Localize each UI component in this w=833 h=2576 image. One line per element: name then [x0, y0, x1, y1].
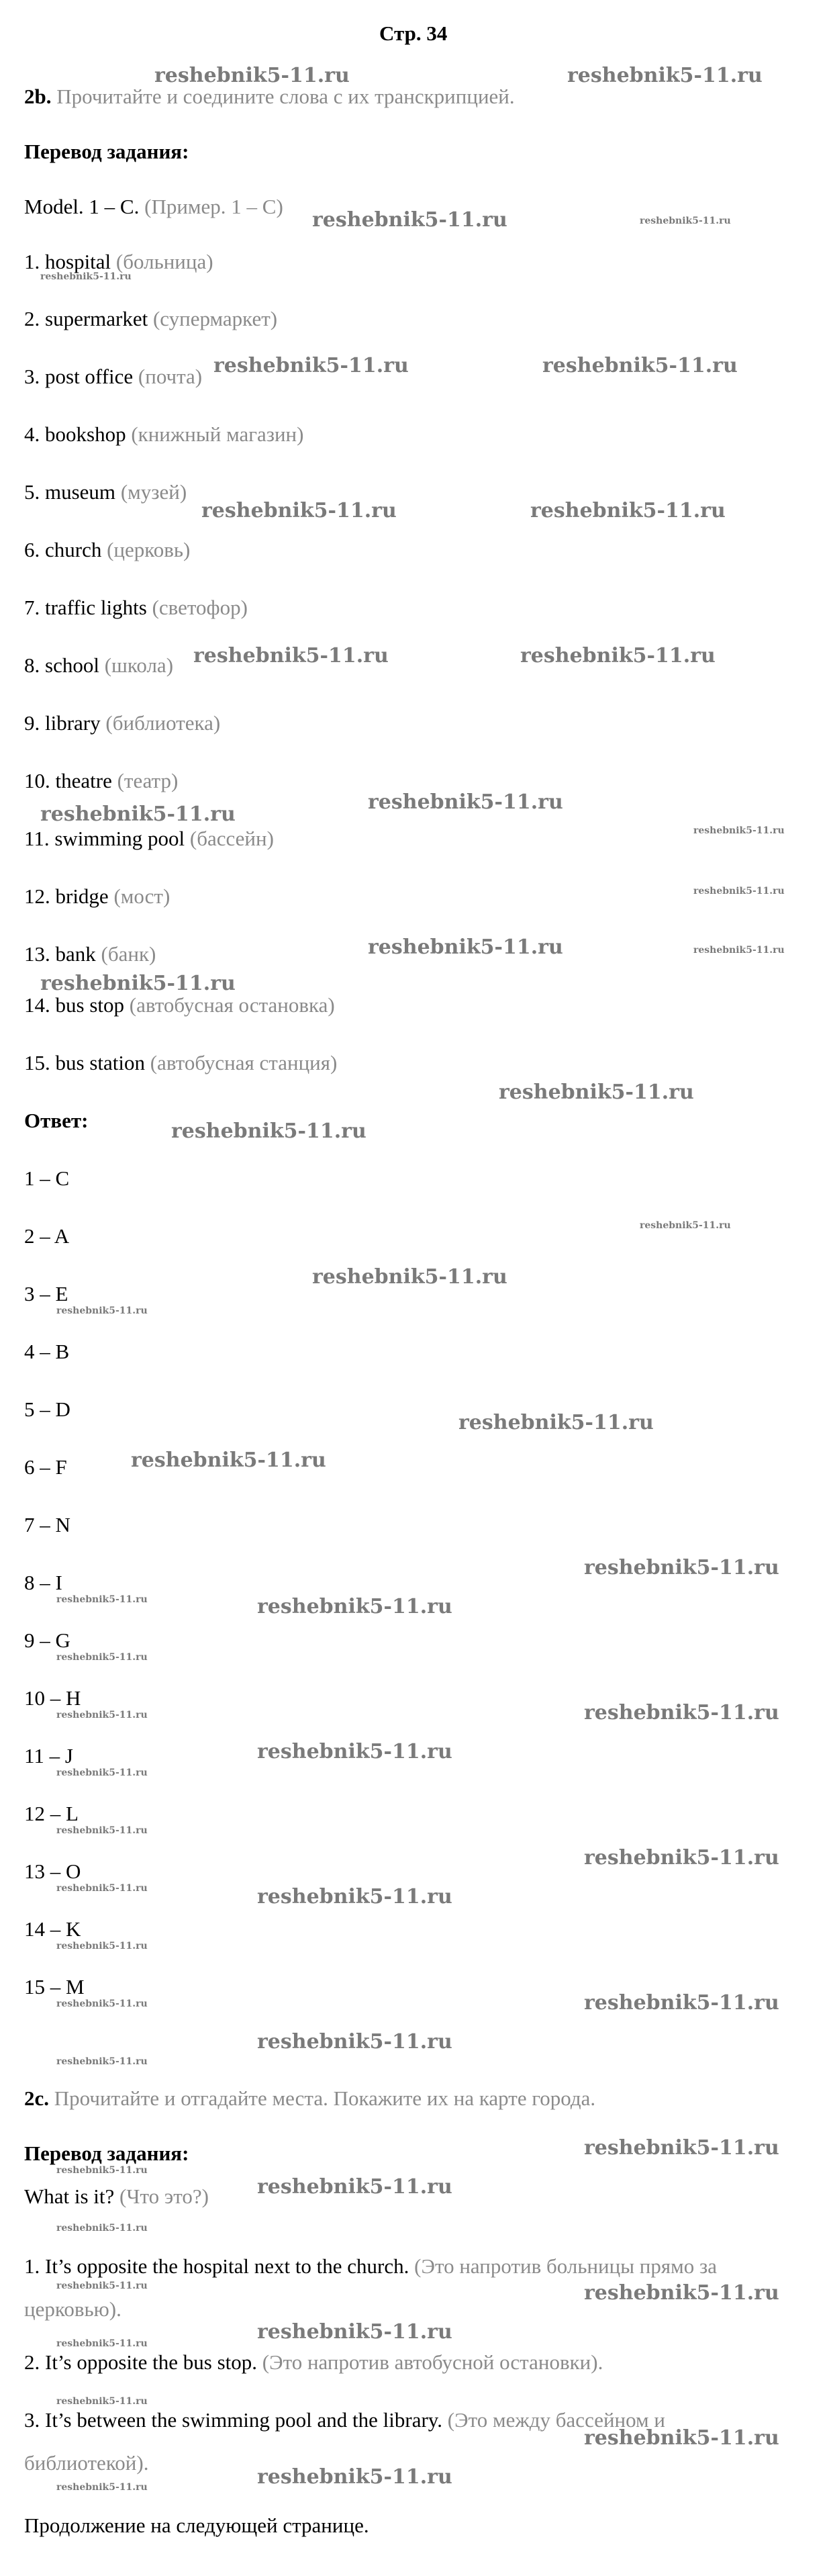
item-ru: (школа) [104, 653, 174, 677]
watermark: reshebnik5-11.ru [193, 644, 389, 668]
list-item [24, 712, 220, 733]
watermark: reshebnik5-11.ru [458, 1411, 654, 1434]
item-ru: (почта) [138, 365, 203, 388]
watermark-small: reshebnik5-11.ru [56, 2223, 148, 2234]
list-item [24, 770, 178, 791]
list-item [24, 995, 335, 1015]
item-en: 3. post office [24, 365, 134, 388]
watermark: reshebnik5-11.ru [257, 2465, 452, 2489]
item-ru: (бассейн) [189, 827, 274, 850]
sentence-1-continuation: церковью). [24, 2297, 121, 2321]
item-ru: (банк) [101, 942, 156, 966]
item-ru: (автобусная станция) [150, 1051, 338, 1074]
item-en: 6. church [24, 538, 102, 561]
watermark: reshebnik5-11.ru [368, 935, 563, 959]
list-item [24, 251, 213, 272]
item-en: 10. theatre [24, 769, 112, 792]
list-item [24, 539, 190, 560]
ex2b-instruction: Прочитайте и соедините слова с их транскрипцией. [56, 85, 515, 108]
sentence-3 [24, 2409, 665, 2430]
sentence-1 [24, 2256, 717, 2276]
answer-item: 11 – J [24, 1744, 73, 1767]
continuation-note: Продолжение на следующей странице. [24, 2514, 369, 2537]
watermark: reshebnik5-11.ru [499, 1080, 694, 1104]
watermark: reshebnik5-11.ru [257, 1595, 452, 1618]
watermark: reshebnik5-11.ru [584, 1701, 779, 1724]
answer-heading: Ответ: [24, 1109, 89, 1132]
item-ru: (больница) [115, 250, 213, 273]
item-ru: (супермаркет) [152, 307, 278, 330]
watermark-small: reshebnik5-11.ru [56, 2338, 148, 2349]
watermark-small: reshebnik5-11.ru [56, 2281, 148, 2291]
watermark: reshebnik5-11.ru [213, 354, 409, 377]
page-title: Стр. 34 [379, 21, 448, 45]
watermark-small: reshebnik5-11.ru [56, 1652, 148, 1663]
answer-item: 6 – F [24, 1455, 67, 1479]
ex2b-instruction-line [24, 86, 515, 107]
list-item [24, 424, 303, 445]
list-item [24, 655, 173, 676]
list-item [24, 366, 202, 387]
model-text: Model. 1 – C. [24, 195, 140, 218]
ex2c-question-line [24, 2186, 209, 2207]
watermark-small: reshebnik5-11.ru [56, 2056, 148, 2067]
watermark: reshebnik5-11.ru [171, 1119, 366, 1143]
answer-item: 5 – D [24, 1397, 70, 1421]
answer-item: 14 – K [24, 1917, 81, 1941]
sentence-2 [24, 2352, 603, 2373]
answer-item: 10 – H [24, 1686, 81, 1710]
watermark-small: reshebnik5-11.ru [56, 1941, 148, 1951]
watermark: reshebnik5-11.ru [584, 2426, 779, 2450]
watermark: reshebnik5-11.ru [368, 790, 563, 814]
watermark: reshebnik5-11.ru [584, 2136, 779, 2160]
watermark: reshebnik5-11.ru [257, 2320, 452, 2344]
item-ru: (музей) [120, 480, 187, 504]
answer-item: 15 – M [24, 1975, 85, 1998]
sentence-en: 3. It’s between the swimming pool and the library. [24, 2408, 443, 2432]
watermark-small: reshebnik5-11.ru [693, 825, 785, 836]
watermark-small: reshebnik5-11.ru [56, 1767, 148, 1778]
list-item [24, 597, 248, 618]
watermark: reshebnik5-11.ru [567, 64, 763, 87]
watermark-small: reshebnik5-11.ru [640, 216, 731, 226]
watermark-small: reshebnik5-11.ru [56, 1710, 148, 1720]
watermark: reshebnik5-11.ru [40, 972, 236, 995]
watermark: reshebnik5-11.ru [542, 354, 738, 377]
question-en: What is it? [24, 2184, 115, 2208]
item-en: 4. bookshop [24, 422, 126, 446]
answer-item: 1 – C [24, 1166, 70, 1190]
watermark-small: reshebnik5-11.ru [56, 2165, 148, 2176]
item-en: 14. bus stop [24, 993, 124, 1017]
watermark-small: reshebnik5-11.ru [56, 1305, 148, 1316]
ex2c-instruction: Прочитайте и отгадайте места. Покажите их на карте города. [54, 2086, 596, 2110]
watermark: reshebnik5-11.ru [312, 1265, 507, 1289]
answer-item: 7 – N [24, 1513, 70, 1536]
answer-item: 8 – I [24, 1571, 62, 1594]
ex2c-instruction-line [24, 2088, 595, 2109]
watermark-small: reshebnik5-11.ru [56, 2482, 148, 2493]
watermark-small: reshebnik5-11.ru [56, 1998, 148, 2009]
list-item [24, 886, 170, 907]
watermark-small: reshebnik5-11.ru [693, 886, 785, 896]
ex2b-translation-heading: Перевод задания: [24, 140, 189, 163]
ex2b-model-line [24, 196, 283, 217]
watermark: reshebnik5-11.ru [520, 644, 716, 668]
list-item [24, 481, 187, 502]
watermark-small: reshebnik5-11.ru [56, 1883, 148, 1894]
list-item [24, 1052, 337, 1073]
watermark-small: reshebnik5-11.ru [640, 1220, 731, 1231]
item-en: 2. supermarket [24, 307, 148, 330]
sentence-3-continuation: библиотекой). [24, 2451, 149, 2475]
ex2c-translation-heading: Перевод задания: [24, 2142, 189, 2165]
item-ru: (библиотека) [105, 711, 221, 735]
item-ru: (книжный магазин) [131, 422, 304, 446]
model-translation: (Пример. 1 – C) [144, 195, 283, 218]
item-en: 7. traffic lights [24, 596, 147, 619]
watermark-small: reshebnik5-11.ru [40, 271, 132, 282]
list-item [24, 944, 156, 964]
item-ru: (театр) [117, 769, 179, 792]
watermark: reshebnik5-11.ru [257, 1740, 452, 1763]
question-ru: (Что это?) [119, 2184, 209, 2208]
item-en: 15. bus station [24, 1051, 145, 1074]
answer-item: 9 – G [24, 1628, 70, 1652]
watermark: reshebnik5-11.ru [257, 2175, 452, 2199]
item-en: 5. museum [24, 480, 116, 504]
item-en: 11. swimming pool [24, 827, 185, 850]
watermark: reshebnik5-11.ru [40, 802, 236, 826]
watermark: reshebnik5-11.ru [584, 1991, 779, 2015]
watermark: reshebnik5-11.ru [257, 1885, 452, 1908]
item-ru: (мост) [113, 884, 170, 908]
sentence-en: 1. It’s opposite the hospital next to the church. [24, 2254, 409, 2278]
item-ru: (автобусная остановка) [129, 993, 335, 1017]
watermark: reshebnik5-11.ru [584, 2281, 779, 2305]
watermark: reshebnik5-11.ru [131, 1448, 326, 1472]
watermark-small: reshebnik5-11.ru [56, 2396, 148, 2407]
sentence-ru: (Это напротив автобусной остановки). [262, 2350, 603, 2374]
answer-item: 13 – O [24, 1859, 81, 1883]
watermark-small: reshebnik5-11.ru [56, 1594, 148, 1605]
sentence-ru: (Это между бассейном и [447, 2408, 666, 2432]
watermark: reshebnik5-11.ru [154, 64, 350, 87]
item-en: 13. bank [24, 942, 96, 966]
sentence-ru: (Это напротив больницы прямо за [414, 2254, 718, 2278]
answer-item: 3 – E [24, 1282, 68, 1305]
ex2b-label: 2b. [24, 85, 52, 108]
watermark: reshebnik5-11.ru [257, 2030, 452, 2054]
item-ru: (светофор) [152, 596, 248, 619]
item-ru: (церковь) [107, 538, 191, 561]
sentence-en: 2. It’s opposite the bus stop. [24, 2350, 258, 2374]
watermark-small: reshebnik5-11.ru [56, 1825, 148, 1836]
item-en: 12. bridge [24, 884, 109, 908]
watermark: reshebnik5-11.ru [530, 499, 726, 522]
list-item [24, 308, 277, 329]
answer-item: 4 – B [24, 1340, 70, 1363]
watermark-small: reshebnik5-11.ru [693, 945, 785, 956]
item-en: 1. hospital [24, 250, 111, 273]
watermark: reshebnik5-11.ru [584, 1846, 779, 1870]
watermark: reshebnik5-11.ru [201, 499, 397, 522]
list-item [24, 828, 274, 849]
watermark: reshebnik5-11.ru [584, 1556, 779, 1579]
item-en: 9. library [24, 711, 101, 735]
answer-item: 2 – A [24, 1224, 70, 1248]
answer-item: 12 – L [24, 1802, 79, 1825]
watermark: reshebnik5-11.ru [312, 208, 507, 232]
item-en: 8. school [24, 653, 99, 677]
ex2c-label: 2c. [24, 2086, 50, 2110]
